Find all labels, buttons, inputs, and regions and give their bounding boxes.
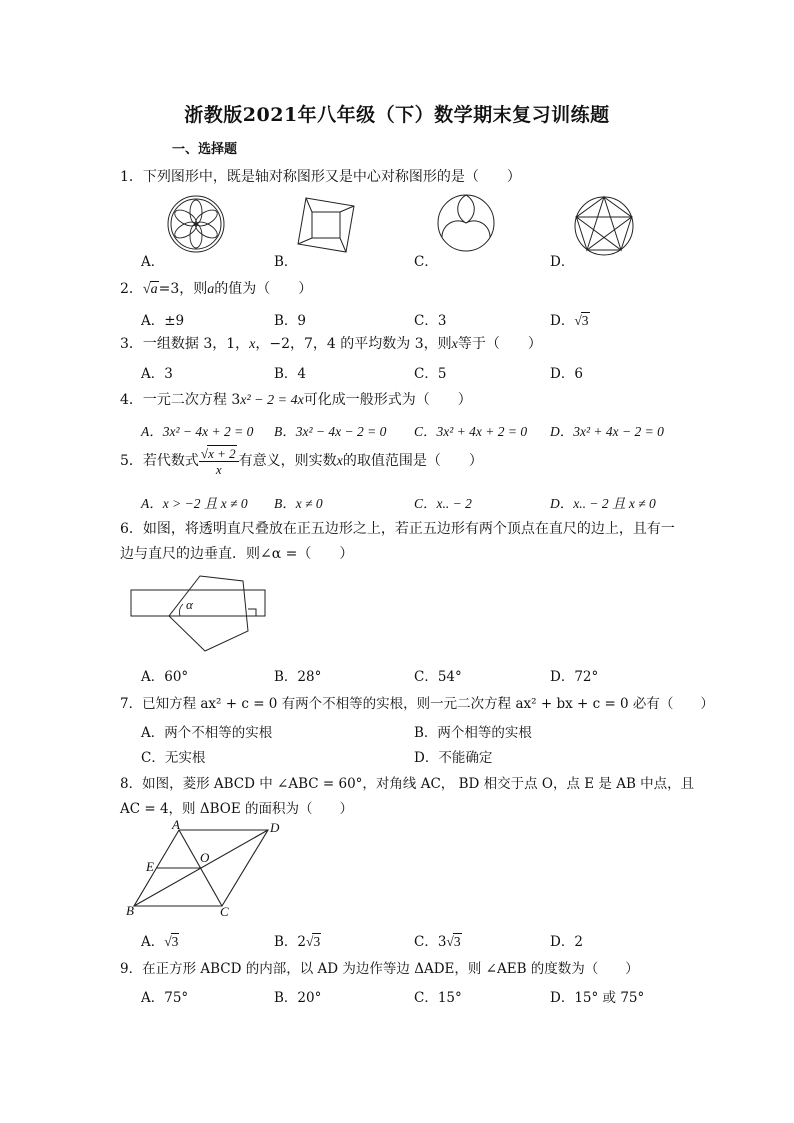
q8-rhombus-figure — [124, 817, 288, 920]
q2-option-d[interactable]: D．√3 — [550, 313, 589, 329]
q7-option-a[interactable]: A．两个不相等的实根 — [141, 725, 273, 741]
section-heading: 一、选择题 — [172, 142, 238, 157]
q2-option-a[interactable]: A．±9 — [141, 313, 185, 329]
q5-option-b[interactable]: B．x ≠ 0 — [274, 496, 323, 511]
q3-option-c[interactable]: C．5 — [414, 366, 447, 382]
q9-stem: 9．在正方形 ABCD 的内部，以 AD 为边作等边 ΔADE，则 ∠AEB 的度数为（ ） — [120, 961, 639, 977]
q1-figure-b — [296, 194, 360, 254]
q4-option-c[interactable]: C．3x² + 4x + 2 = 0 — [414, 424, 528, 439]
q9-option-d[interactable]: D．15° 或 75° — [550, 990, 645, 1006]
q6-alpha-label: α — [186, 597, 193, 612]
q4-option-a[interactable]: A．3x² − 4x + 2 = 0 — [141, 424, 254, 439]
q6-option-d[interactable]: D．72° — [550, 669, 599, 685]
q8-option-c[interactable]: C．3√3 — [414, 934, 461, 950]
q8-label-b: B — [126, 903, 134, 918]
q8-option-a-radicand: 3 — [171, 934, 179, 949]
q8-option-c-prefix: C．3 — [414, 934, 447, 950]
q5-stem — [120, 445, 483, 477]
q1-figure-c — [436, 193, 496, 253]
q2-number: 2． — [120, 281, 143, 297]
q2-radicand: a — [150, 282, 158, 297]
q3-var-2: x — [451, 337, 458, 352]
q3-stem-part3: 等于（ ） — [457, 336, 542, 352]
q5-option-a[interactable]: A．x > −2 且 x ≠ 0 — [141, 496, 248, 511]
q2-option-d-radicand: 3 — [581, 313, 589, 328]
q8-label-a: A — [172, 817, 180, 832]
q8-option-b-radicand: 3 — [313, 934, 321, 949]
q7-option-d[interactable]: D．不能确定 — [414, 750, 493, 766]
q8-label-e: E — [146, 859, 154, 874]
q2-rest: 的值为（ ） — [214, 281, 313, 297]
q8-label-o: O — [200, 850, 210, 865]
q6-stem-line1: 6．如图，将透明直尺叠放在正五边形之上，若正五边形有两个顶点在直尺的边上，且有一 — [120, 521, 675, 537]
q9-option-c[interactable]: C．15° — [414, 990, 462, 1006]
q2-var: a — [207, 282, 215, 297]
q6-ruler-pentagon-figure — [128, 573, 268, 663]
q3-option-b[interactable]: B．4 — [274, 366, 307, 382]
q8-option-c-radicand: 3 — [453, 934, 461, 949]
q8-option-b[interactable]: B．2√3 — [274, 934, 321, 950]
q5-fraction-denominator: x — [199, 461, 239, 477]
q6-option-b[interactable]: B．28° — [274, 669, 322, 685]
q2-option-c[interactable]: C．3 — [414, 313, 447, 329]
q8-option-a-prefix: A． — [141, 934, 165, 950]
q4-stem — [120, 389, 472, 409]
q5-fraction-numerator: x + 2 — [208, 446, 236, 461]
q4-option-b[interactable]: B．3x² − 4x − 2 = 0 — [274, 424, 387, 439]
q8-stem-line2: AC = 4，则 ΔBOE 的面积为（ ） — [120, 801, 353, 817]
q3-stem — [120, 333, 542, 353]
q7-stem: 7．已知方程 ax² + c = 0 有两个不相等的实根，则一元二次方程 ax² + bx + c = 0 必有（ ） — [120, 696, 714, 712]
q5-option-d[interactable]: D．x.. − 2 且 x ≠ 0 — [550, 496, 656, 511]
q8-label-c: C — [220, 904, 229, 919]
q5-var: x — [336, 454, 343, 469]
q2-option-b[interactable]: B．9 — [274, 313, 307, 329]
q8-option-a[interactable]: A．√3 — [141, 934, 179, 950]
q5-fraction: $\frac{√x + 2}{x}$ — [199, 445, 239, 477]
q6-stem-line2: 边与直尺的边垂直．则∠α =（ ） — [120, 546, 354, 562]
q6-option-c[interactable]: C．54° — [414, 669, 462, 685]
q4-stem-part1: 4．一元二次方程 3 — [120, 392, 241, 408]
q8-label-d: D — [270, 820, 280, 835]
q7-option-c[interactable]: C．无实根 — [141, 750, 206, 766]
q5-stem-part2: 有意义，则实数 — [238, 453, 337, 469]
q8-option-b-prefix: B．2 — [274, 934, 307, 950]
q8-option-d[interactable]: D．2 — [550, 934, 583, 950]
q9-option-b[interactable]: B．20° — [274, 990, 322, 1006]
q2-option-d-prefix: D． — [550, 313, 575, 329]
q1-figure-a — [166, 194, 226, 254]
q2-equation: =3，则 — [158, 281, 208, 297]
q7-option-b[interactable]: B．两个相等的实根 — [414, 725, 532, 741]
q3-option-d[interactable]: D．6 — [550, 366, 583, 382]
q3-var-1: x — [249, 337, 256, 352]
q3-option-a[interactable]: A．3 — [141, 366, 173, 382]
q4-option-d[interactable]: D．3x² + 4x − 2 = 0 — [550, 424, 664, 439]
q1-option-d[interactable]: D． — [550, 254, 575, 270]
q6-option-a[interactable]: A．60° — [141, 669, 189, 685]
q9-option-a[interactable]: A．75° — [141, 990, 189, 1006]
page-title: 浙教版2021年八年级（下）数学期末复习训练题 — [184, 104, 610, 126]
q3-stem-part1: 3．一组数据 3，1， — [120, 336, 250, 352]
q1-stem: 1．下列图形中，既是轴对称图形又是中心对称图形的是（ ） — [120, 169, 521, 185]
q4-equation: x² − 2 = 4x — [240, 393, 304, 408]
q1-option-a[interactable]: A． — [141, 254, 165, 270]
q3-stem-part2: ，−2，7，4 的平均数为 3，则 — [255, 336, 452, 352]
q4-stem-part2: 可化成一般形式为（ ） — [303, 392, 472, 408]
q1-option-b[interactable]: B． — [274, 254, 298, 270]
q2-stem: 2．√a=3，则a的值为（ ） — [120, 281, 313, 297]
q8-stem-line1: 8．如图，菱形 ABCD 中 ∠ABC = 60°，对角线 AC， BD 相交于点 O，点 E 是 AB 中点，且 — [120, 776, 695, 792]
q5-option-c[interactable]: C．x.. − 2 — [414, 496, 472, 511]
q5-stem-part1: 5．若代数式 — [120, 453, 199, 469]
q1-option-c[interactable]: C． — [414, 254, 438, 270]
q5-stem-part3: 的取值范围是（ ） — [342, 453, 483, 469]
q1-figure-d — [572, 194, 636, 256]
